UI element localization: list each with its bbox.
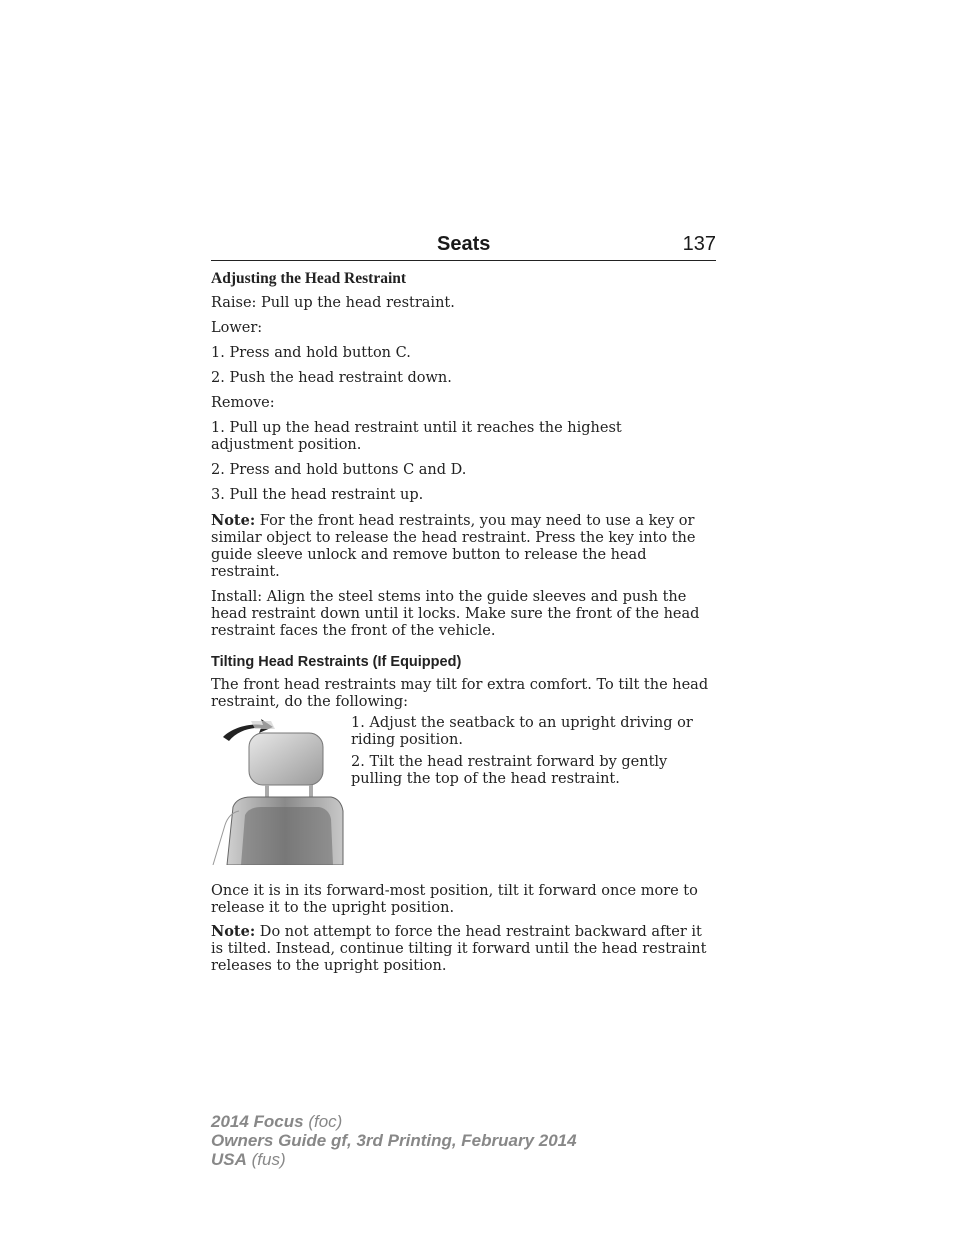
footer-line-1 <box>211 1112 577 1131</box>
section-title: Seats <box>437 233 491 255</box>
note-2 <box>211 923 716 975</box>
footer-market: USA <box>211 1150 247 1169</box>
page-number: 137 <box>682 233 716 255</box>
footer-market-code: (fus) <box>246 1150 286 1169</box>
figure-row <box>211 715 716 865</box>
heading-adjusting: Adjusting the Head Restraint <box>211 270 407 287</box>
remove-label: Remove: <box>211 395 275 411</box>
page-header <box>211 228 716 261</box>
footer-model: 2014 Focus <box>211 1112 304 1131</box>
footer-printing: Owners Guide gf, 3rd Printing, February 2014 <box>211 1131 577 1150</box>
content <box>211 270 716 975</box>
page-footer <box>211 1112 577 1169</box>
note-label-2: Note: <box>211 923 256 940</box>
footer-model-code: (foc) <box>303 1112 343 1131</box>
remove-step-1: 1. Pull up the head restraint until it reaches the highest adjustment position. <box>211 420 622 453</box>
page <box>211 228 716 975</box>
install-text: Install: Align the steel stems into the guide sleeves and push the head restraint down until it locks. Make sure the front of the head restraint faces the front of the vehicle. <box>211 589 700 639</box>
remove-step-2: 2. Press and hold buttons C and D. <box>211 462 467 478</box>
head-restraint-illustration <box>211 715 345 865</box>
note-label: Note: <box>211 512 256 529</box>
tilting-after: Once it is in its forward-most position, tilt it forward once more to release it to the upright position. <box>211 883 698 916</box>
raise-text: Raise: Pull up the head restraint. <box>211 295 455 311</box>
tilting-step-1: 1. Adjust the seatback to an upright driving or riding position. <box>351 715 693 748</box>
tilting-steps <box>351 715 716 865</box>
seat-illustration-icon <box>211 715 345 865</box>
note-text-2: Do not attempt to force the head restraint backward after it is tilted. Instead, continue tilting it forward until the head restraint releases to the upright position. <box>211 924 707 974</box>
remove-step-3: 3. Pull the head restraint up. <box>211 487 424 503</box>
tilting-intro: The front head restraints may tilt for extra comfort. To tilt the head restraint, do the following: <box>211 677 709 710</box>
tilting-step-2: 2. Tilt the head restraint forward by gently pulling the top of the head restraint. <box>351 754 668 787</box>
footer-line-3 <box>211 1150 577 1169</box>
note-text: For the front head restraints, you may need to use a key or similar object to release the head restraint. Press the key into the guide sleeve unlock and remove button to release the head restraint. <box>211 513 696 580</box>
heading-tilting: Tilting Head Restraints (If Equipped) <box>211 654 462 670</box>
lower-step-2: 2. Push the head restraint down. <box>211 370 452 386</box>
lower-step-1: 1. Press and hold button C. <box>211 345 411 361</box>
lower-label: Lower: <box>211 320 263 336</box>
note-1 <box>211 512 716 581</box>
footer-line-2 <box>211 1131 577 1150</box>
